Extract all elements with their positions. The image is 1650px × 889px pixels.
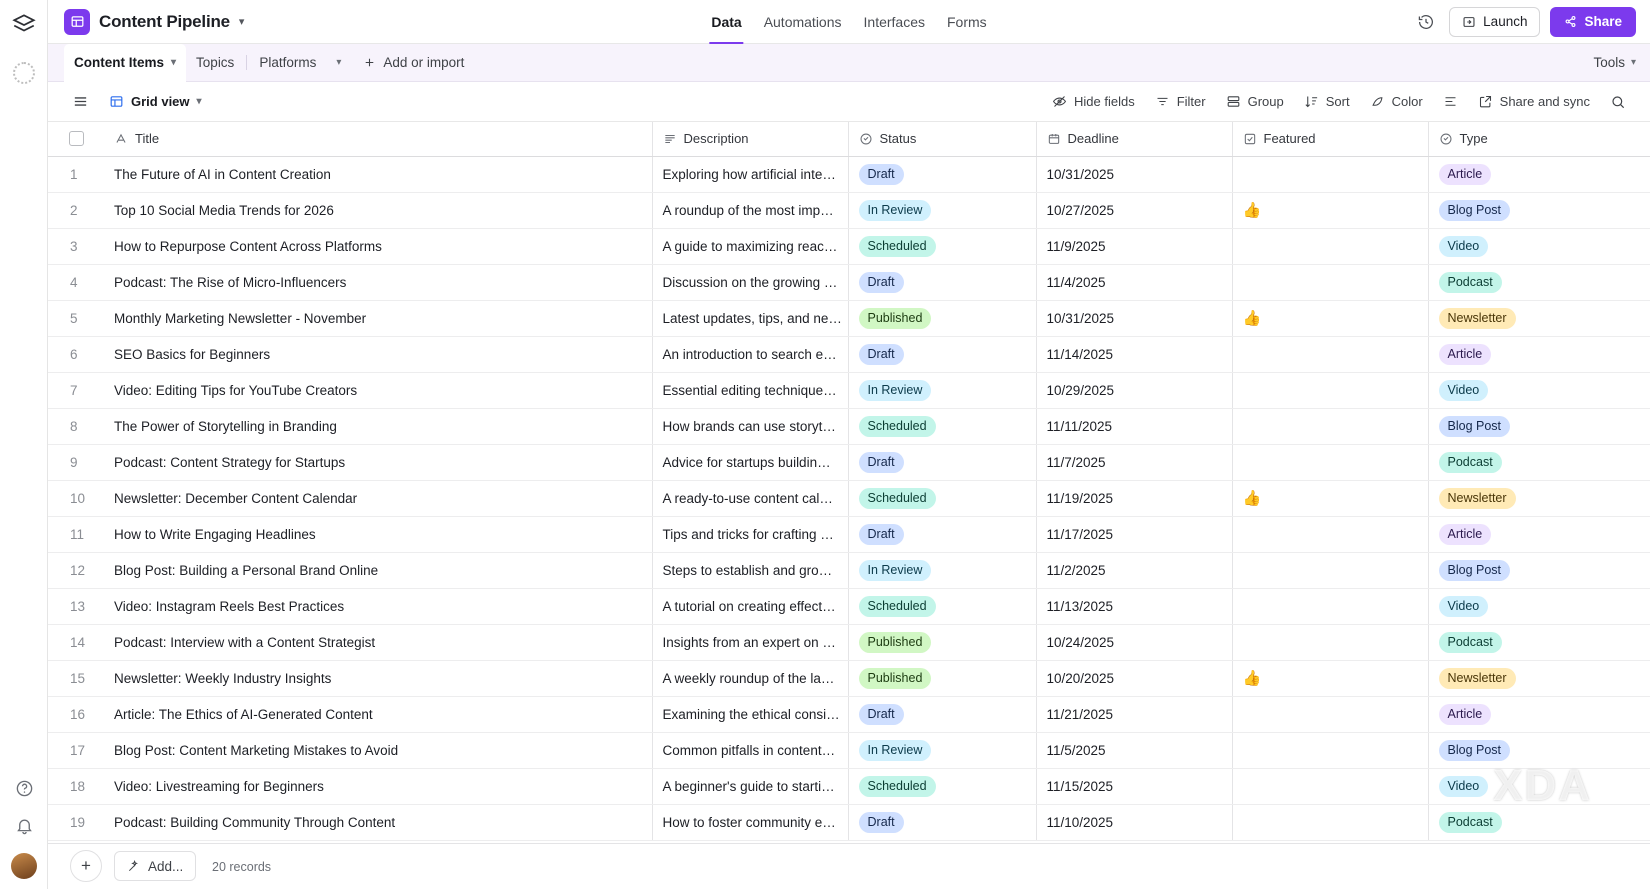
cell-description[interactable]: Examining the ethical consi… [652,696,848,732]
status-badge: Draft [859,452,904,473]
type-badge: Article [1439,524,1492,545]
single-select-icon [1439,132,1453,146]
type-badge: Video [1439,776,1489,797]
tab-data[interactable]: Data [711,0,741,44]
cell-featured[interactable] [1232,444,1428,480]
type-badge: Podcast [1439,272,1502,293]
table-row[interactable] [48,768,1650,804]
filter-icon [1155,94,1170,109]
table-row[interactable] [48,192,1650,228]
cell-title[interactable]: Podcast: Interview with a Content Strategist [104,624,652,660]
cell-deadline[interactable]: 11/10/2025 [1036,804,1232,840]
table-row[interactable] [48,804,1650,840]
rail-bottom-group [0,777,48,881]
row-height-button[interactable] [1435,89,1466,114]
cell-type[interactable] [1428,480,1650,516]
status-badge: Draft [859,344,904,365]
row-number: 3 [48,228,104,264]
table-tab-topics[interactable]: Topics [196,54,235,70]
cell-featured[interactable] [1232,696,1428,732]
group-label: Group [1247,94,1284,109]
status-badge: In Review [859,200,932,221]
share-and-sync-button[interactable] [1470,89,1598,114]
cell-title[interactable]: Blog Post: Building a Personal Brand Online [104,552,652,588]
cell-type[interactable] [1428,624,1650,660]
cell-status[interactable] [848,516,1036,552]
cell-deadline[interactable]: 10/29/2025 [1036,372,1232,408]
launch-label: Launch [1483,14,1528,29]
cell-deadline[interactable]: 10/31/2025 [1036,300,1232,336]
cell-featured[interactable] [1232,732,1428,768]
base-table-icon [64,9,90,35]
cell-type[interactable] [1428,696,1650,732]
cell-status[interactable] [848,732,1036,768]
app-logo-icon[interactable] [10,10,38,38]
cell-title[interactable]: Article: The Ethics of AI-Generated Content [104,696,652,732]
cell-status[interactable] [848,444,1036,480]
cell-description[interactable]: How to foster community e… [652,804,848,840]
cell-deadline[interactable]: 11/15/2025 [1036,768,1232,804]
status-badge: Draft [859,812,904,833]
thumbs-up-icon: 👍 [1242,670,1262,687]
cell-title[interactable]: Monthly Marketing Newsletter - November [104,300,652,336]
column-label: Type [1459,131,1488,147]
cell-title[interactable]: Podcast: Building Community Through Content [104,804,652,840]
cell-title[interactable]: Top 10 Social Media Trends for 2026 [104,192,652,228]
cell-title[interactable]: Newsletter: Weekly Industry Insights [104,660,652,696]
type-badge: Podcast [1439,632,1502,653]
cell-status[interactable] [848,624,1036,660]
view-toolbar [48,82,1650,122]
row-number: 1 [48,156,104,192]
row-number: 2 [48,192,104,228]
cell-type[interactable] [1428,732,1650,768]
status-badge: In Review [859,380,932,401]
share-sync-icon [1478,94,1493,109]
record-count: 20 records [212,860,272,874]
launch-button[interactable] [1449,7,1540,37]
cell-title[interactable]: SEO Basics for Beginners [104,336,652,372]
thumbs-up-icon: 👍 [1242,202,1262,219]
filter-button[interactable] [1147,89,1214,114]
cell-deadline[interactable]: 11/11/2025 [1036,408,1232,444]
row-number: 8 [48,408,104,444]
tab-forms[interactable]: Forms [947,13,987,30]
cell-status[interactable] [848,552,1036,588]
type-badge: Article [1439,164,1492,185]
header-row [48,122,1650,156]
cell-featured[interactable] [1232,588,1428,624]
cell-deadline[interactable]: 11/19/2025 [1036,480,1232,516]
status-badge: Scheduled [859,596,936,617]
left-rail [0,0,48,889]
cell-description[interactable]: Discussion on the growing … [652,264,848,300]
type-badge: Article [1439,704,1492,725]
help-icon[interactable] [13,777,35,799]
status-badge: Draft [859,272,904,293]
tools-button[interactable] [1593,55,1636,70]
cell-featured[interactable] [1232,192,1428,228]
cell-title[interactable]: Video: Editing Tips for YouTube Creators [104,372,652,408]
cell-featured[interactable] [1232,408,1428,444]
grid-view-label: Grid view [131,94,190,109]
row-number: 4 [48,264,104,300]
thumbs-up-icon: 👍 [1242,310,1262,327]
table-row[interactable] [48,732,1650,768]
calendar-icon [1047,132,1061,146]
loading-spinner-icon [13,62,35,84]
cell-description[interactable]: An introduction to search e… [652,336,848,372]
cell-description[interactable]: A guide to maximizing reac… [652,228,848,264]
tools-label: Tools [1593,55,1625,70]
tab-interfaces[interactable]: Interfaces [863,13,925,30]
cell-description[interactable]: A tutorial on creating effect… [652,588,848,624]
cell-type[interactable] [1428,768,1650,804]
type-badge: Video [1439,236,1489,257]
column-header-deadline[interactable] [1036,122,1232,156]
cell-featured[interactable] [1232,264,1428,300]
cell-type[interactable] [1428,516,1650,552]
filter-label: Filter [1176,94,1206,109]
cell-status[interactable] [848,696,1036,732]
cell-title[interactable]: Video: Livestreaming for Beginners [104,768,652,804]
cell-type[interactable] [1428,156,1650,192]
cell-type[interactable] [1428,588,1650,624]
column-header-type[interactable] [1428,122,1650,156]
row-number: 15 [48,660,104,696]
table-row[interactable] [48,372,1650,408]
add-menu-button[interactable] [114,851,196,881]
cell-title[interactable]: How to Repurpose Content Across Platforms [104,228,652,264]
cell-type[interactable] [1428,264,1650,300]
top-bar [48,0,1650,44]
column-header-description[interactable] [652,122,848,156]
checkbox-icon [1243,132,1257,146]
long-text-icon [663,132,677,146]
status-badge: In Review [859,560,932,581]
row-number: 13 [48,588,104,624]
grid-view-button[interactable] [101,89,210,114]
table-row[interactable] [48,408,1650,444]
watermark: XDA [1493,761,1592,810]
cell-featured[interactable] [1232,300,1428,336]
grid-header [48,122,1650,156]
cell-deadline[interactable]: 11/7/2025 [1036,444,1232,480]
row-number: 17 [48,732,104,768]
base-chevron-down-icon[interactable]: ▾ [238,16,245,28]
top-bar-actions [1413,7,1636,37]
add-or-import-label: Add or import [383,55,465,70]
add-record-button[interactable]: + [70,850,102,882]
cell-status[interactable] [848,660,1036,696]
group-icon [1226,94,1241,109]
table-row[interactable] [48,336,1650,372]
cell-deadline[interactable]: 11/5/2025 [1036,732,1232,768]
cell-deadline[interactable]: 11/14/2025 [1036,336,1232,372]
table-row[interactable] [48,660,1650,696]
type-badge: Newsletter [1439,668,1516,689]
cell-type[interactable] [1428,300,1650,336]
cell-description[interactable]: Exploring how artificial inte… [652,156,848,192]
status-badge: Draft [859,164,904,185]
cell-description[interactable]: A weekly roundup of the la… [652,660,848,696]
records-grid [48,122,1650,841]
share-label: Share [1584,14,1622,29]
table-row[interactable] [48,516,1650,552]
select-all-checkbox[interactable] [69,131,84,146]
row-number: 7 [48,372,104,408]
grid-icon [109,94,124,109]
type-badge: Newsletter [1439,308,1516,329]
status-badge: Draft [859,704,904,725]
grid-body [48,156,1650,840]
status-badge: Published [859,668,932,689]
column-header-title[interactable] [104,122,652,156]
cell-status[interactable] [848,336,1036,372]
cell-deadline[interactable]: 10/20/2025 [1036,660,1232,696]
cell-type[interactable] [1428,408,1650,444]
cell-featured[interactable] [1232,768,1428,804]
table-row[interactable] [48,444,1650,480]
cell-description[interactable]: How brands can use storyt… [652,408,848,444]
column-label: Deadline [1067,131,1119,147]
cell-description[interactable]: Essential editing technique… [652,372,848,408]
cell-title[interactable]: Newsletter: December Content Calendar [104,480,652,516]
status-badge: Scheduled [859,488,936,509]
select-all-cell[interactable] [48,122,104,156]
cell-featured[interactable] [1232,336,1428,372]
sort-icon [1304,94,1319,109]
cell-featured[interactable] [1232,660,1428,696]
column-label: Featured [1263,131,1316,147]
column-header-featured[interactable] [1232,122,1428,156]
cell-featured[interactable] [1232,480,1428,516]
cell-status[interactable] [848,480,1036,516]
toolbar-right-group [1044,89,1634,115]
share-button[interactable] [1550,7,1636,37]
cell-type[interactable] [1428,444,1650,480]
add-label: Add... [148,858,184,874]
cell-status[interactable] [848,372,1036,408]
cell-status[interactable] [848,804,1036,840]
type-badge: Blog Post [1439,416,1511,437]
search-icon[interactable] [1602,89,1634,115]
color-label: Color [1391,94,1423,109]
cell-featured[interactable] [1232,228,1428,264]
cell-deadline[interactable]: 11/21/2025 [1036,696,1232,732]
cell-status[interactable] [848,300,1036,336]
table-tab-platforms[interactable]: Platforms [259,54,317,70]
cell-description[interactable]: Tips and tricks for crafting … [652,516,848,552]
color-icon [1370,94,1385,109]
table-row[interactable] [48,552,1650,588]
chevron-down-icon[interactable]: ▾ [196,96,202,107]
launch-icon [1462,15,1476,29]
row-number: 5 [48,300,104,336]
table-row[interactable] [48,588,1650,624]
cell-title[interactable]: Podcast: The Rise of Micro-Influencers [104,264,652,300]
share-and-sync-label: Share and sync [1499,94,1590,109]
user-avatar[interactable] [11,853,37,879]
cell-title[interactable]: Blog Post: Content Marketing Mistakes to Avoid [104,732,652,768]
grid-bottom-bar [48,843,1650,889]
status-badge: Scheduled [859,416,936,437]
status-badge: Published [859,308,932,329]
table-row[interactable] [48,624,1650,660]
cell-deadline[interactable]: 11/2/2025 [1036,552,1232,588]
cell-featured[interactable] [1232,624,1428,660]
type-badge: Podcast [1439,452,1502,473]
top-nav [711,0,986,44]
cell-featured[interactable] [1232,372,1428,408]
cell-title[interactable]: How to Write Engaging Headlines [104,516,652,552]
cell-status[interactable] [848,408,1036,444]
cell-deadline[interactable]: 11/13/2025 [1036,588,1232,624]
status-badge: Draft [859,524,904,545]
type-badge: Blog Post [1439,560,1511,581]
single-select-icon [859,132,873,146]
row-number: 18 [48,768,104,804]
type-badge: Podcast [1439,812,1502,833]
column-label: Status [879,131,917,147]
table-row[interactable] [48,480,1650,516]
cell-type[interactable] [1428,372,1650,408]
main-area [48,0,1650,889]
row-number: 14 [48,624,104,660]
row-number: 6 [48,336,104,372]
table-row[interactable] [48,156,1650,192]
type-badge: Article [1439,344,1492,365]
cell-title[interactable]: The Future of AI in Content Creation [104,156,652,192]
table-row[interactable] [48,300,1650,336]
cell-status[interactable] [848,588,1036,624]
cell-featured[interactable] [1232,552,1428,588]
table-tabs-overflow-chevron-down-icon[interactable]: ▾ [336,56,342,68]
group-button[interactable] [1218,89,1292,114]
type-badge: Newsletter [1439,488,1516,509]
cell-deadline[interactable]: 11/9/2025 [1036,228,1232,264]
hide-fields-label: Hide fields [1074,94,1135,109]
cell-type[interactable] [1428,228,1650,264]
cell-type[interactable] [1428,192,1650,228]
status-badge: In Review [859,740,932,761]
cell-description[interactable]: A roundup of the most imp… [652,192,848,228]
eye-off-icon [1052,94,1067,109]
cell-title[interactable]: Video: Instagram Reels Best Practices [104,588,652,624]
cell-deadline[interactable]: 10/31/2025 [1036,156,1232,192]
cell-type[interactable] [1428,336,1650,372]
magic-add-icon [127,859,141,873]
text-field-icon [114,132,128,146]
cell-description[interactable]: Steps to establish and gro… [652,552,848,588]
cell-status[interactable] [848,156,1036,192]
table-tabs-bar [48,44,1650,82]
hide-fields-button[interactable] [1044,89,1143,114]
table-tab-label: Content Items [74,54,165,70]
column-header-status[interactable] [848,122,1036,156]
base-title[interactable]: Content Pipeline [99,11,230,31]
sort-label: Sort [1325,94,1350,109]
tab-divider [246,55,247,70]
cell-description[interactable]: Insights from an expert on … [652,624,848,660]
cell-description[interactable]: A ready-to-use content cal… [652,480,848,516]
cell-status[interactable] [848,192,1036,228]
cell-status[interactable] [848,228,1036,264]
row-number: 11 [48,516,104,552]
cell-deadline[interactable]: 11/4/2025 [1036,264,1232,300]
color-button[interactable] [1362,89,1431,114]
cell-title[interactable]: The Power of Storytelling in Branding [104,408,652,444]
sort-button[interactable] [1296,89,1358,114]
cell-featured[interactable] [1232,516,1428,552]
row-number: 10 [48,480,104,516]
column-label: Title [135,131,160,147]
cell-featured[interactable] [1232,156,1428,192]
type-badge: Blog Post [1439,740,1511,761]
row-number: 16 [48,696,104,732]
tab-automations[interactable]: Automations [763,13,842,30]
row-number: 9 [48,444,104,480]
type-badge: Video [1439,380,1489,401]
cell-status[interactable] [848,768,1036,804]
table-row[interactable] [48,696,1650,732]
table-row[interactable] [48,228,1650,264]
cell-description[interactable]: Common pitfalls in content… [652,732,848,768]
cell-type[interactable] [1428,804,1650,840]
chevron-down-icon: ▾ [1630,57,1636,68]
plus-icon [363,56,376,69]
add-or-import-button[interactable] [363,55,464,70]
history-icon[interactable] [1413,9,1439,35]
row-height-icon [1443,94,1458,109]
cell-type[interactable] [1428,660,1650,696]
grid-container[interactable] [48,122,1650,889]
cell-description[interactable]: Advice for startups buildin… [652,444,848,480]
thumbs-up-icon: 👍 [1242,490,1262,507]
chevron-down-icon[interactable]: ▾ [171,56,177,68]
cell-description[interactable]: Latest updates, tips, and ne… [652,300,848,336]
status-badge: Published [859,632,932,653]
sidebar-toggle-button[interactable] [64,88,97,115]
cell-type[interactable] [1428,552,1650,588]
cell-deadline[interactable]: 10/27/2025 [1036,192,1232,228]
status-badge: Scheduled [859,236,936,257]
notifications-bell-icon[interactable] [13,815,35,837]
cell-description[interactable]: A beginner's guide to starti… [652,768,848,804]
column-label: Description [683,131,749,147]
cell-status[interactable] [848,264,1036,300]
row-number: 12 [48,552,104,588]
share-icon [1564,15,1577,28]
cell-featured[interactable] [1232,804,1428,840]
row-number: 19 [48,804,104,840]
type-badge: Blog Post [1439,200,1511,221]
cell-deadline[interactable]: 10/24/2025 [1036,624,1232,660]
table-row[interactable] [48,264,1650,300]
table-tab-content-items[interactable] [64,44,186,82]
cell-title[interactable]: Podcast: Content Strategy for Startups [104,444,652,480]
cell-deadline[interactable]: 11/17/2025 [1036,516,1232,552]
status-badge: Scheduled [859,776,936,797]
type-badge: Video [1439,596,1489,617]
